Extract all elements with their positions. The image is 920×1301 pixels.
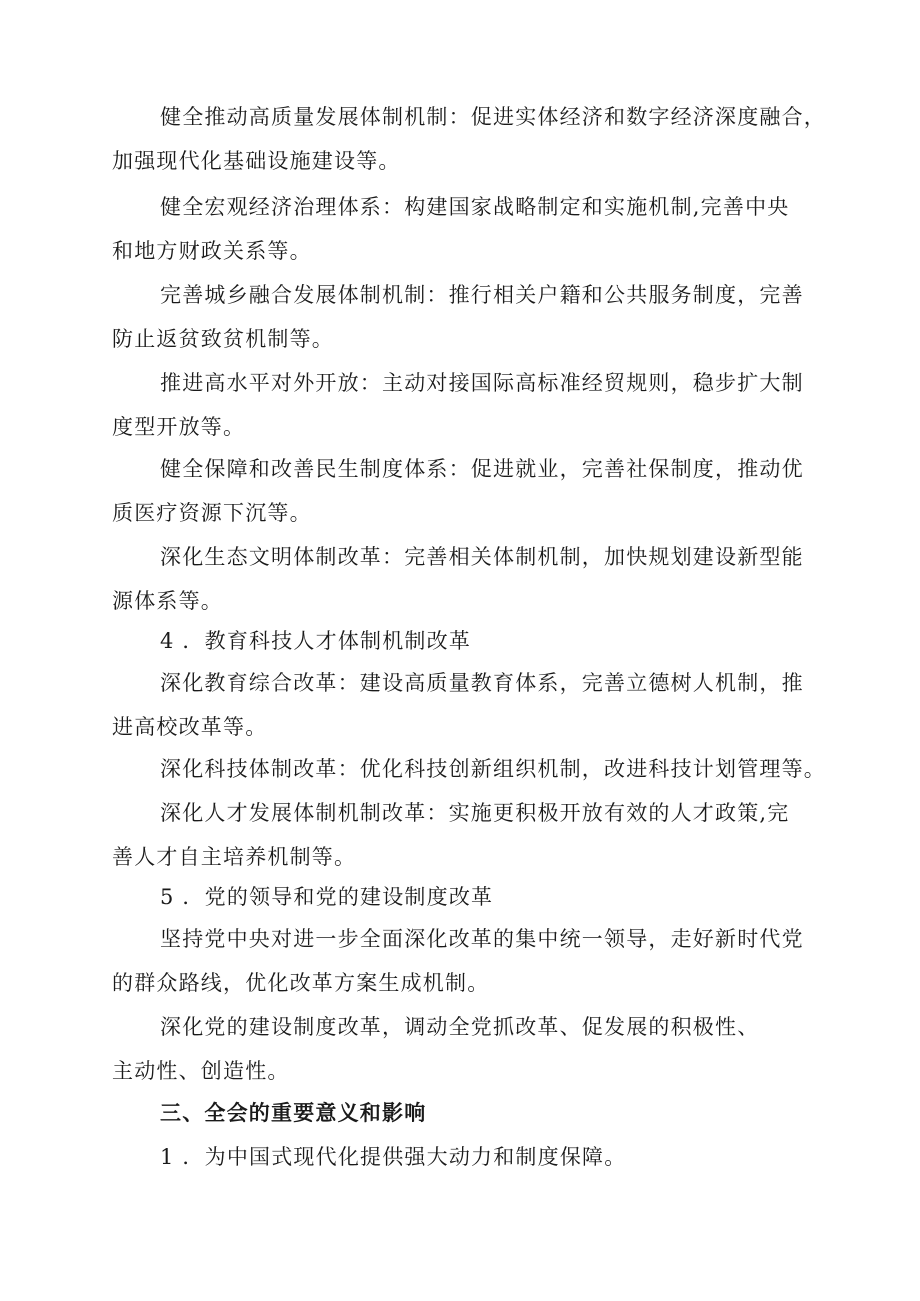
section-subheading: 4 ．教育科技人才体制机制改革 [160,629,472,653]
paragraph-line: 坚持党中央对进一步全面深化改革的集中统一领导，走好新时代党 [160,927,804,951]
section-heading: 三、全会的重要意义和影响 [160,1101,427,1125]
paragraph-line: 主动性、创造性。 [112,1059,290,1083]
section-subheading: 5 ．党的领导和党的建设制度改革 [160,885,494,909]
paragraph-line: 的群众路线，优化改革方案生成机制。 [112,971,490,995]
paragraph-line: 深化人才发展体制机制改革：实施更积极开放有效的人才政策,完 [160,801,790,825]
paragraph-line: 深化科技体制改革：优化科技创新组织机制，改进科技计划管理等。 [160,757,826,781]
paragraph-line: 健全宏观经济治理体系：构建国家战略制定和实施机制,完善中央 [160,195,790,219]
paragraph-line: 深化教育综合改革：建设高质量教育体系，完善立德树人机制，推 [160,671,804,695]
paragraph-line: 深化生态文明体制改革：完善相关体制机制，加快规划建设新型能 [160,545,804,569]
paragraph-line: 善人才自主培养机制等。 [112,845,357,869]
paragraph-line: 健全推动高质量发展体制机制：促进实体经济和数字经济深度融合， [160,105,826,129]
paragraph-line: 进高校改革等。 [112,715,268,739]
paragraph-line: 质医疗资源下沉等。 [112,501,312,525]
paragraph-line: 加强现代化基础设施建设等。 [112,149,401,173]
paragraph-line: 1 ．为中国式现代化提供强大动力和制度保障。 [160,1145,627,1169]
paragraph-line: 推进高水平对外开放：主动对接国际高标准经贸规则，稳步扩大制 [160,371,804,395]
paragraph-line: 源体系等。 [112,589,223,613]
paragraph-line: 健全保障和改善民生制度体系：促进就业，完善社保制度，推动优 [160,457,804,481]
paragraph-line: 深化党的建设制度改革，调动全党抓改革、促发展的积极性、 [160,1015,760,1039]
paragraph-line: 度型开放等。 [112,415,246,439]
paragraph-line: 和地方财政关系等。 [112,239,312,263]
paragraph-line: 完善城乡融合发展体制机制：推行相关户籍和公共服务制度，完善 [160,283,804,307]
paragraph-line: 防止返贫致贫机制等。 [112,327,334,351]
